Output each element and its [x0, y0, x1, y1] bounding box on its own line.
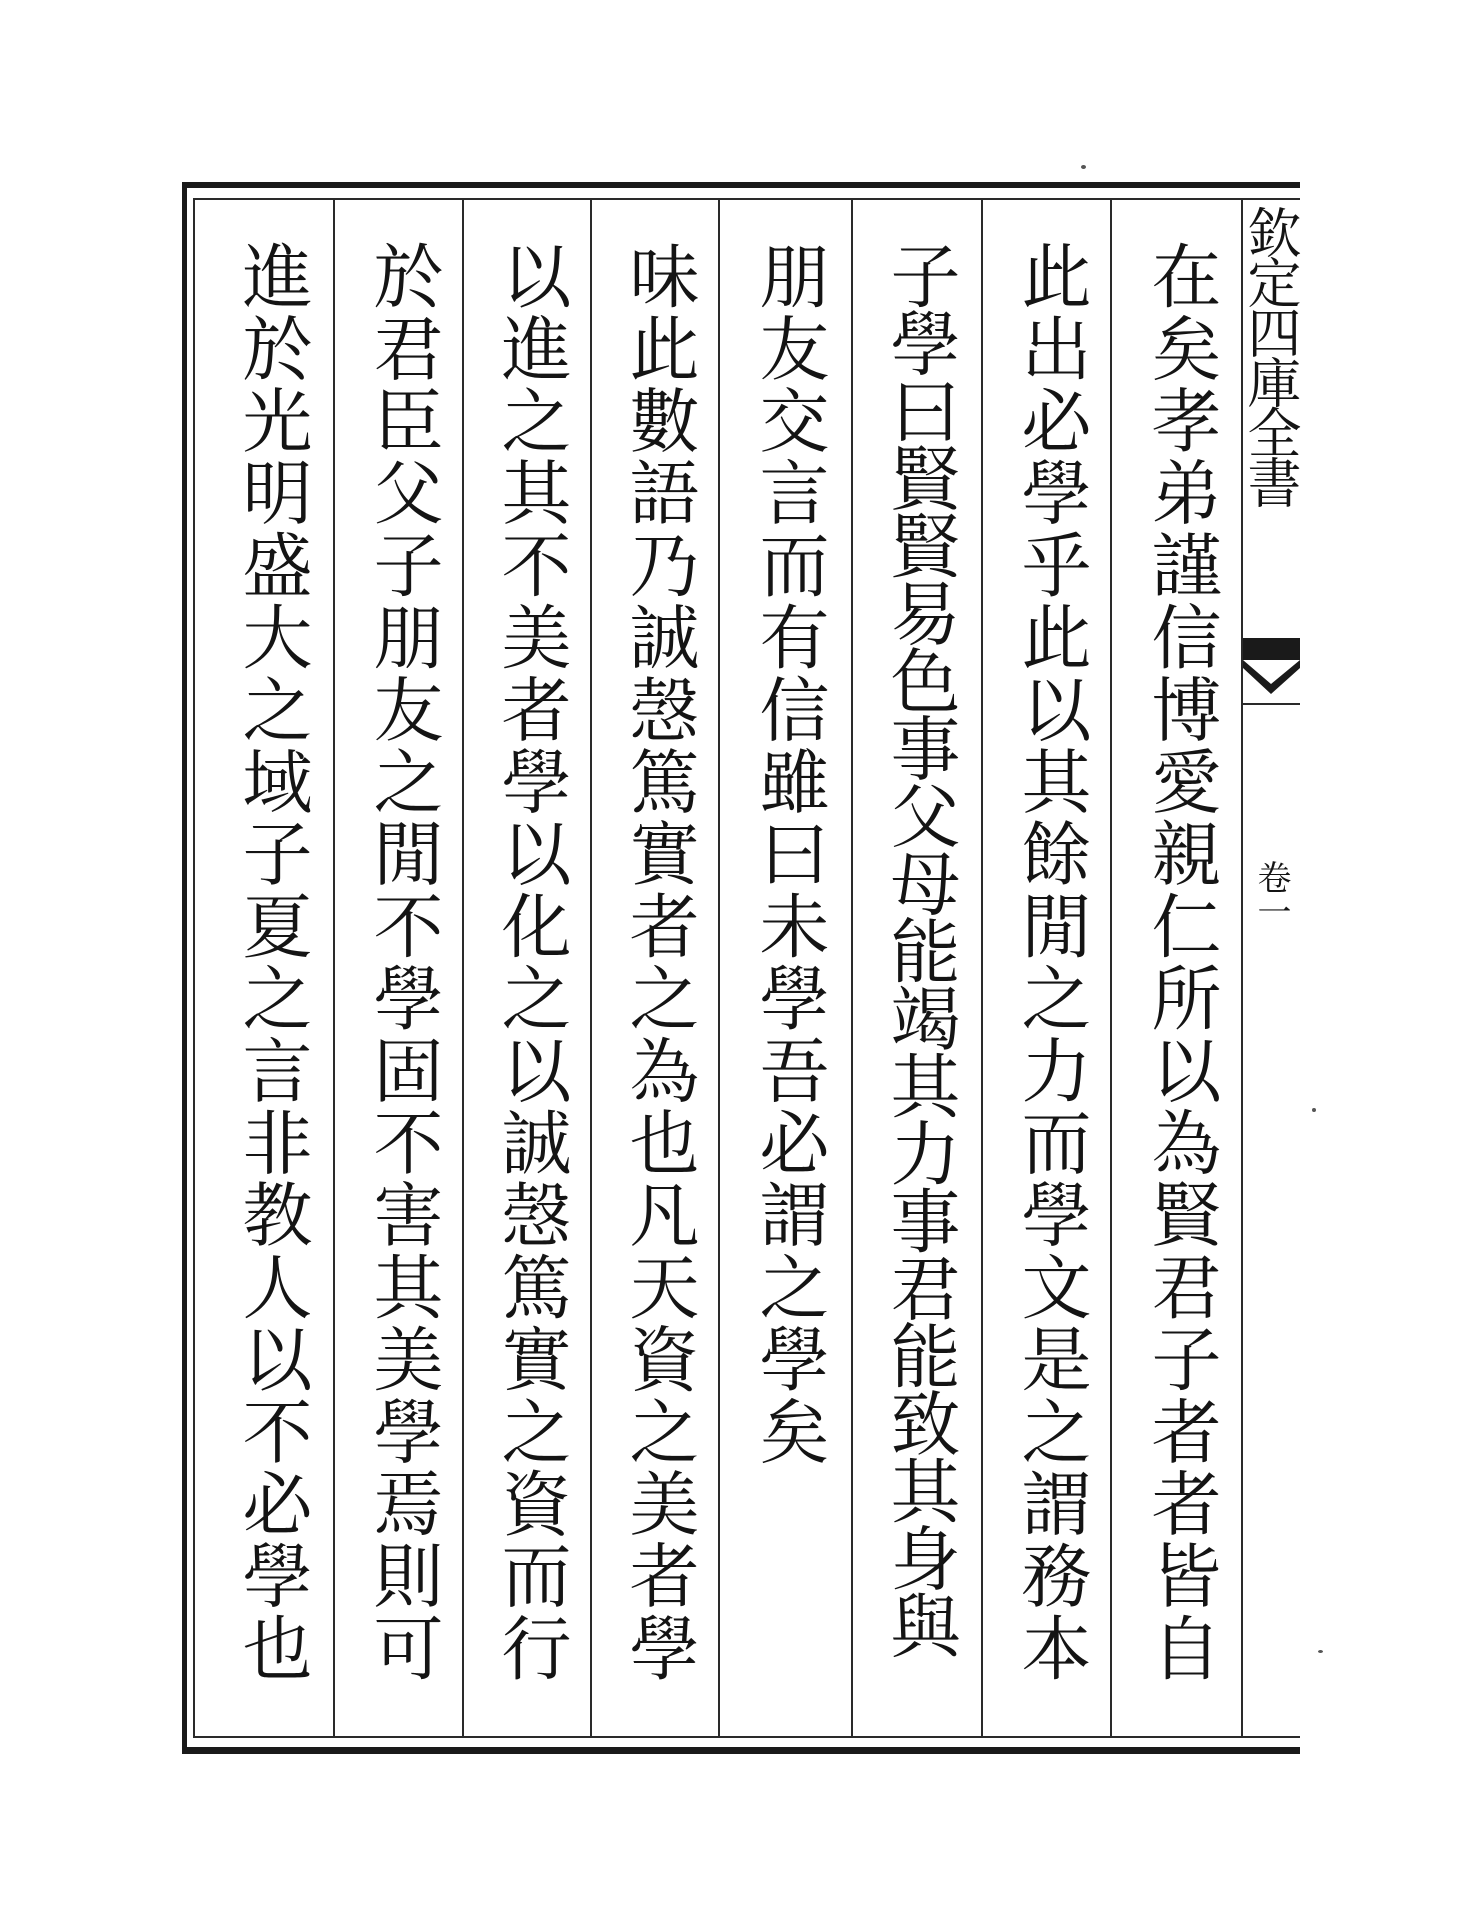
column-rule	[718, 198, 720, 1738]
column-rule	[462, 198, 464, 1738]
text-column-4: 朋友交言而有信雖曰未學吾必謂之學矣	[748, 240, 830, 1468]
column-rule	[590, 198, 592, 1738]
text-column-3: 子學曰賢賢易色事父母能竭其力事君能致其身與	[879, 240, 961, 1658]
scan-speck	[1318, 1650, 1323, 1653]
book-title: 欽定四庫全書	[1239, 205, 1302, 505]
column-rule	[333, 198, 335, 1738]
column-rule	[1110, 198, 1112, 1738]
text-column-5: 味此數語乃誠愨篤實者之為也凡天資之美者學	[618, 240, 700, 1684]
scan-speck	[1081, 165, 1086, 169]
column-rule	[981, 198, 983, 1738]
text-column-7: 於君臣父子朋友之閒不學固不害其美學焉則可	[362, 240, 444, 1684]
text-column-2: 此出必學乎此以其餘閒之力而學文是之謂務本	[1010, 240, 1092, 1684]
column-rule	[851, 198, 853, 1738]
volume-label: 卷一	[1251, 860, 1291, 928]
scan-speck	[1312, 1108, 1316, 1112]
fishtail-mark	[1243, 638, 1300, 708]
text-column-6: 以進之其不美者學以化之以誠愨篤實之資而行	[490, 240, 572, 1684]
text-column-8: 進於光明盛大之域子夏之言非教人以不必學也	[231, 240, 313, 1684]
text-column-1: 在矣孝弟謹信博愛親仁所以為賢君子者者皆自	[1140, 240, 1222, 1684]
